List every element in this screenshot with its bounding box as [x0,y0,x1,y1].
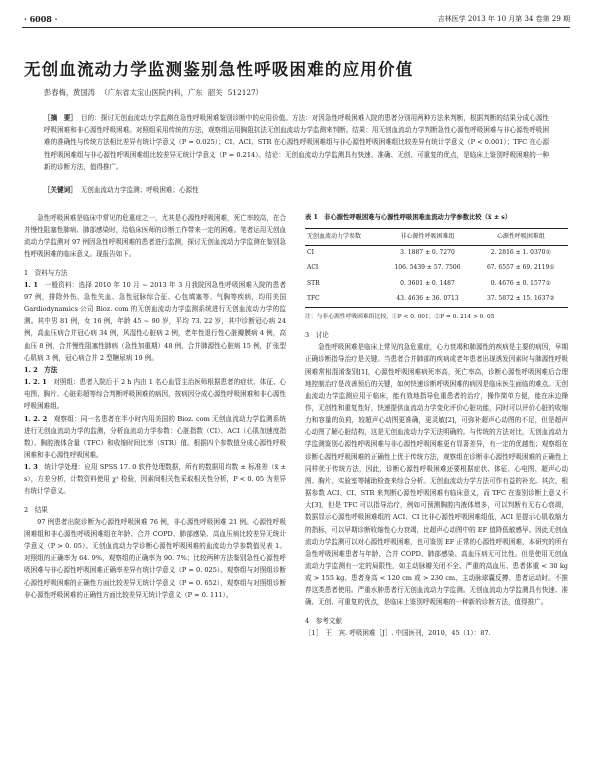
intro-paragraph: 急性呼吸困难是临床中常见的危重症之一，尤其是心源性呼吸困难，死亡率较高，在合并慢性阻塞性肺病、肺部感染时，给临床医师的诊断工作带来一定的困难。笔者运用无创血流动力学监测对 97 例因急性呼吸困难的患者进行监测，探讨无创血流动力学监测在鉴别急性呼吸困难的临床意义。现报告如下。 [24,214,286,259]
results-paragraph: 97 例患者出院诊断为心源性呼吸困难 76 例，非心源性呼吸困难 21 例。心源性呼吸困难组和非心源性呼吸困难组在年龄、合并 COPD、肺部感染、高血压病比较差异无统计学意义（P > 0. 05）。无创血流动力学诊断心源性呼吸困难的血流动力学参数值见表 1。对照组的正确率为 64. 9%，观察组的正确率为 90. 7%；比较两种方法鉴别急性心源性呼吸困难与非心源性呼吸困难正确率差异有统计学意义（P = 0. 025）。观察组与对照组诊断心源性呼吸困难的正确性方面比较差异无统计学意义（P = 0. 652），观察组与对照组诊断非心源性呼吸困难的正确性方面比较差异无统计学意义（P = 0. 111）。 [24,517,286,599]
journal-info: 吉林医学 2013 年 10 月第 34 卷第 29 期 [437,15,570,23]
paragraph [24,376,286,412]
keywords-text: 无创血流动力学监测；呼吸困难；心源性 [80,186,199,194]
section-heading: 3 讨论 [305,331,329,340]
table-cell: STR [307,279,320,287]
table-cell: ACI [307,264,319,272]
discussion-paragraph: 急性呼吸困难是临床上常见的急危重症，心力衰竭和肺源性的疾病是主要的病因，早期正确诊断指导治疗是关键。当患者合并肺部的疾病或老年患者出现诱发因素时与肺源性呼吸困难常相混淆鉴别[1]，心源性呼吸困难病死率高，死亡率高，诊断心源性呼吸困难后合理地控制治疗是改善预后的关键，如何快速诊断呼吸困难的病因是临床医生面临的难点。无创血流动力学监测应用于临床，能有效地指导危重患者的治疗，操作简单方便，能在床边操作，无创性和重复性好，快速提供血流动力学变化评价心脏功能，同时可以评价心脏的收缩力和容量的负荷，较超声心动图更准确，更灵敏[2]，可弥补超声心动图的不足，但是超声心动图了解心脏结构，这是无创血流动力学无法明确的。与传统的方法对比，无创血流动力学监测鉴别心源性呼吸困难与非心源性呼吸困难更有显著差异，有一定的优越性；观察组在诊断心源性呼吸困难的正确性上优于传统方法，观察组在诊断非心源性呼吸困难的正确性上同样优于传统方法，因此，诊断心源性呼吸困难还要根据症状、体征、心电图、超声心动图、胸片、实验室等辅助检查来综合分析。无创血流动力学方法可作有益的补充。其次，根据参数 ACI、CI、STR 来判断心源性呼吸困难有临床意义，而 TFC 在鉴别诊断上意义不大[3]，但是 TFC 可以指导治疗，例如可预测胸腔内液体增多，可以判断有无右心衰竭，数据显示心源性呼吸困难组的 ACI、CI 比非心源性呼吸困难组低，ACI 是提示心肌收缩力的指标，可以早期诊断收缩性心力衰竭，比超声心动图中的 EF 值降低敏感早。因此无创血流动力学监测可以对心源性呼吸困难，也可鉴别 EF 正常的心源性呼吸困难，本研究的所有急性呼吸困难患者与年龄、合并 COPD、肺部感染、高血压病无可比性。但是使用无创血流动力学监测有一定的局限性，如主动脉瓣关闭不全、严重的高血压、患者体重 < 30 kg 或 > 155 kg、患者身高 < 120 cm 或 > 230 cm、主动脉球囊反搏、患者运动时。不推荐这类患者使用。严重水肿患者行无创血流动力学监测。无创血流动力学监测具有快速、准确、无创、可重复的优点，是临床上鉴别呼吸困难的一种新的诊断方法，值得推广。 [305,343,568,607]
column-header: 非心源性呼吸困难组 [400,232,455,240]
section-heading: 2 结果 [24,505,48,514]
keywords [44,184,199,194]
subsection-number: 1. 2. 2 [24,414,48,423]
table-row [305,245,568,261]
section-heading: 1 资料与方法 [24,268,68,277]
paragraph [24,279,286,364]
table-row [305,276,568,291]
table-row [305,261,568,276]
table-cell: 2. 2816 ± 1. 0370① [490,249,551,257]
paragraph-text: 一般资料：选择 2010 年 10 月 ~ 2013 年 3 月我院因急性呼吸困难入院的患者 97 例，排除外伤、急性失血、急性冠脉综合征、心包填塞等、气胸等疾病，均用美国 Gardiodynamics 公司 Bioz. com 的无创血流动力学监测系统进行无创血流动力学的监测。其中男 81 例，女 16 例，年龄 45 ~ 90 岁，平均 73. 22 岁，其中诊断冠心病 24 例，高血压病合并冠心病 34 例，风湿性心脏病 2 例，老年性退行性心脏瓣膜病 4 例，高血压 8 例，合并慢性阻塞性肺病（急性加重期）48 例，合并肺源性心脏病 15 例，扩张型心肌病 3 例，冠心病合并 2 型糖尿病 19 例。 [24,280,286,362]
keywords-label: ［关键词］ [44,186,77,194]
paragraph-text: 观察组：同一名患者在半小时内用美国的 Bioz. com 无创血流动力学监测系统进行无创血流动力学的监测，分析血流动力学参数：心脏指数（CI）、ACI（心肌加速度指数）、胸腔液体含量（TFC）和收缩时间比率（STR）值。根据四个参数值分成心源性呼吸困难和非心源性呼吸困难。 [24,414,286,459]
data-table [305,228,568,308]
table-caption: 表 1 非心源性呼吸困难与心源性呼吸困难血流动力学参数比较（x̄ ± s） [305,214,512,221]
paragraph-text: 对照组：患者入院后于 2 h 内由 1 名心血管主治医师根据患者的症状、体征、心电图、胸片、心脏彩超等综合判断呼吸困难的病因，按病因分成心源性呼吸困难和非心源性呼吸困难组。 [24,378,286,411]
table-cell: CI [307,249,314,257]
author-line: 彭春梅，黄国涛 （广东省太宝山医院内科，广东 韶关 512127） [44,88,263,97]
subsection-number: 1. 3 [24,463,38,472]
table-row [305,292,568,308]
header-rule [22,27,570,28]
paragraph [24,413,286,462]
reference-item: ［1］ 王 宾. 呼吸困难［J］. 中国医刊，2010，45（1）：87. [305,628,491,637]
subsection-number: 1. 2. 1 [24,378,47,387]
paragraph [24,461,286,497]
abstract [44,112,549,173]
table-cell: 106. 5439 ± 57. 7506 [394,264,461,272]
table-cell: 3. 1887 ± 0. 7270 [400,249,455,257]
paragraph-text: 统计学处理：应用 SPSS 17. 0 软件处理数据，所有的数据用均数 ± 标准差（x̄ ± s），方差分析，计数资料使用 χ² 检验，因素间相关性采取相关性分析，P < 0. 05 为差异有统计学意义。 [24,463,286,496]
subsection-number: 1. 1 [24,280,38,289]
abstract-text: 目的：探讨无创血流动力学监测在急性呼吸困难鉴别诊断中的应用价值。方法：对因急性呼吸困难入院的患者分别用两种方法来判断，根据判断的结果分成心源性呼吸困难和非心源性呼吸困难。对照组采用传统的方法，观察组运用胸阻抗法无创血流动力学监测来判断。结果：用无创血流动力学判断急性心源性呼吸困难与非心源性呼吸困难的准确性与传统方法相比差异有统计学意义（P = 0.025）；CI、ACI、STR 在心源性呼吸困难组与非心源性呼吸困难组比较差异有统计学意义（P < 0.001）；TFC 在心源性呼吸困难组与非心源性呼吸困难组比较差异无统计学意义（P = 0.214）。结论：无创血流动力学监测具有快速、准确、无创、可重复的优点，是临床上鉴别呼吸困难的一种新的诊断方法，值得推广。 [44,114,549,171]
right-column [305,212,568,639]
subsection-heading: 1. 2 方法 [24,365,58,374]
table-cell: 43. 4636 ± 36. 0713 [396,295,459,303]
table-cell: 0. 3601 ± 0. 1487 [400,279,455,287]
table-cell: 0. 4676 ± 0. 1577① [490,279,551,287]
section-heading: 4 参考文献 [305,616,342,625]
abstract-label: ［摘 要］ [44,114,77,122]
table-header-row [305,229,568,245]
page-number: · 6008 · [24,14,58,24]
table-cell: 37. 5872 ± 15. 1637② [486,295,555,303]
table-cell: TFC [307,295,320,303]
table-note: 注：与非心源性呼吸困难组比较，①P < 0. 001；②P = 0. 214 > 0. 05 [305,313,495,320]
article-title: 无创血流动力学监测鉴别急性呼吸困难的应用价值 [24,60,414,79]
column-header: 心源性呼吸困难组 [496,232,545,240]
column-header: 无创血流动力学参数 [307,232,362,240]
table-cell: 67. 6557 ± 69. 2119① [486,264,555,272]
left-column [24,212,286,601]
